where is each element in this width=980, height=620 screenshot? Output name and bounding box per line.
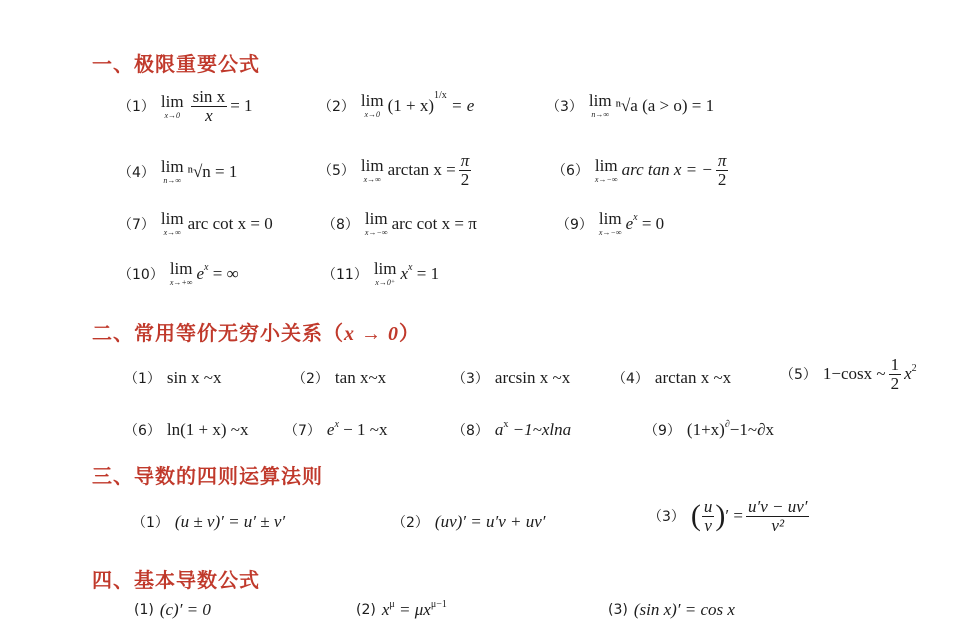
formula-index: （1） <box>124 371 161 387</box>
formula-index: （5） <box>318 163 355 180</box>
formula-expr: (uv)′ = u′v + uv′ <box>434 512 546 531</box>
exponent: 2 <box>911 362 917 374</box>
section-title-text: 极限重要公式 <box>134 52 260 76</box>
formula-index: （5） <box>780 367 817 384</box>
formula-limit-8 <box>322 210 477 237</box>
formula-index: (3) <box>608 602 628 618</box>
equiv-2 <box>292 368 386 388</box>
lim-subscript: x→∞ <box>363 174 381 184</box>
exponent: x <box>503 418 509 430</box>
numerator: π <box>717 151 727 170</box>
formula-index: (2) <box>356 602 376 618</box>
formula-index: （2） <box>292 371 329 387</box>
formula-limit-9 <box>556 210 664 237</box>
formula-limit-5 <box>318 152 474 189</box>
formula-expr: arc tan x = − <box>621 160 713 180</box>
basic-deriv-3 <box>608 600 735 620</box>
equiv-9 <box>644 420 774 440</box>
formula-index: （3） <box>648 509 685 526</box>
formula-expr: ⁿ√a (a > o) = 1 <box>615 95 715 115</box>
formula-index: (1) <box>134 602 154 618</box>
formula-tail: x <box>904 364 912 384</box>
formula-expr: 1−cosx ~ <box>822 364 886 384</box>
formula-limit-1 <box>118 88 253 125</box>
lim-operator: lim x→0 <box>360 91 384 119</box>
deriv-rule-1 <box>132 512 285 532</box>
formula-expr: x <box>400 263 409 283</box>
formula-expr: arcsin x ~x <box>494 368 571 387</box>
numerator: u <box>703 497 713 516</box>
formula-limit-11 <box>322 260 439 287</box>
numerator: sin x <box>192 87 226 106</box>
formula-expr: arc cot x = 0 <box>187 213 273 233</box>
formula-tail: − 1 ~x <box>343 420 388 439</box>
formula-index: （1） <box>132 515 169 531</box>
lim-operator: lim x→∞ <box>160 209 184 237</box>
section-number: 三、 <box>92 464 134 488</box>
formula-expr: ln(1 + x) ~x <box>166 420 249 439</box>
exponent: 1/x <box>434 90 447 101</box>
lim-operator: lim n→∞ <box>160 157 184 185</box>
formula-index: （9） <box>556 216 593 233</box>
formula-expr: (1+x) <box>686 420 725 439</box>
formula-expr: (c)′ = 0 <box>159 600 211 619</box>
lim-subscript: x→0 <box>164 110 181 120</box>
lim-operator: lim x→0 <box>160 91 184 120</box>
section-title-text: 导数的四则运算法则 <box>134 464 323 488</box>
deriv-rule-2 <box>392 512 545 532</box>
formula-index: （4） <box>612 371 649 387</box>
fraction <box>702 498 715 535</box>
denominator: 2 <box>460 169 470 189</box>
lim-operator: lim x→−∞ <box>364 209 388 237</box>
section-number: 一、 <box>92 52 134 76</box>
fraction <box>459 152 472 189</box>
formula-expr: x <box>381 600 390 619</box>
equiv-1 <box>124 368 221 388</box>
formula-expr: sin x ~x <box>166 368 222 387</box>
lim-subscript: x→0 <box>364 110 381 119</box>
formula-expr: e <box>196 263 205 283</box>
formula-expr: arctan x ~x <box>654 368 732 387</box>
formula-index: （6） <box>124 423 161 439</box>
formula-expr: a <box>494 420 504 439</box>
formula-expr: arc cot x = π <box>391 213 477 233</box>
formula-tail: = μx <box>399 600 431 619</box>
exponent: μ <box>389 598 395 610</box>
right-paren: ) <box>715 499 726 533</box>
formula-expr: e <box>625 213 634 233</box>
formula-index: （7） <box>118 216 155 233</box>
exponent: x <box>408 262 413 273</box>
formula-index: （11） <box>322 266 368 283</box>
denominator: 2 <box>717 169 727 189</box>
basic-deriv-1 <box>134 600 211 620</box>
fraction <box>889 356 902 393</box>
formula-index: （10） <box>118 266 164 283</box>
formula-expr: e <box>326 420 335 439</box>
exponent: x <box>633 212 638 223</box>
denominator: v² <box>771 515 785 535</box>
equiv-6 <box>124 420 249 440</box>
formula-limit-10 <box>118 260 239 287</box>
fraction <box>191 88 228 125</box>
formula-limit-4 <box>118 158 237 185</box>
lim-operator: lim x→−∞ <box>598 209 622 237</box>
deriv-rule-3 <box>648 498 812 535</box>
numerator: π <box>460 151 470 170</box>
lim-operator: lim n→∞ <box>588 91 612 119</box>
formula-index: （9） <box>644 423 681 439</box>
lim-subscript: x→0⁺ <box>375 278 396 287</box>
formula-expr: ⁿ√n = 1 <box>187 161 238 181</box>
exponent: x <box>334 418 339 430</box>
formula-expr: tan x~x <box>334 368 387 387</box>
equiv-5 <box>780 356 917 393</box>
formula-expr: (u ± v)′ = u′ ± v′ <box>174 512 286 531</box>
lim-subscript: x→∞ <box>163 228 181 237</box>
formula-tail: = e <box>451 95 475 115</box>
fraction <box>716 152 729 189</box>
section-title-equivalents <box>92 317 420 346</box>
basic-deriv-2 <box>356 600 447 620</box>
formula-limit-3 <box>546 92 714 119</box>
lim-subscript: x→−∞ <box>594 174 618 184</box>
section-number: 四、 <box>92 568 134 592</box>
equiv-3 <box>452 368 570 388</box>
formula-tail: −1~xlna <box>512 420 572 439</box>
lim-subscript: x→+∞ <box>169 278 193 287</box>
formula-index: （8） <box>452 423 489 439</box>
formula-expr: (1 + x) <box>387 95 435 115</box>
numerator: 1 <box>890 355 900 374</box>
section-title-limits <box>92 48 260 77</box>
formula-index: （3） <box>452 371 489 387</box>
formula-tail: = 1 <box>416 263 440 283</box>
lim-operator: lim x→∞ <box>360 155 384 184</box>
lim-operator: lim x→−∞ <box>594 155 618 184</box>
fraction <box>746 498 810 535</box>
lim-operator: lim x→+∞ <box>169 259 193 287</box>
section-number: 二、 <box>92 321 134 345</box>
formula-index: （3） <box>546 98 583 115</box>
formula-limit-7 <box>118 210 273 237</box>
equiv-7 <box>284 420 387 440</box>
lim-subscript: x→−∞ <box>598 228 622 237</box>
formula-index: （7） <box>284 423 321 439</box>
section-title-derivative-rules <box>92 460 323 489</box>
formula-index: （4） <box>118 164 155 181</box>
formula-tail: = 1 <box>230 96 253 116</box>
exponent: x <box>204 262 209 273</box>
formula-index: （6） <box>552 163 589 180</box>
formula-expr: (sin x)′ = cos x <box>633 600 735 619</box>
formula-mid: ′ = <box>725 506 743 526</box>
formula-index: （2） <box>318 98 355 115</box>
formula-limit-2 <box>318 92 474 119</box>
formula-tail: = ∞ <box>212 263 239 283</box>
formula-index: （2） <box>392 515 429 531</box>
lim-subscript: x→−∞ <box>364 228 388 237</box>
section-title-basic-derivatives <box>92 564 260 593</box>
formula-expr: arctan x = <box>387 160 456 180</box>
formula-limit-6 <box>552 152 731 189</box>
left-paren: ( <box>690 499 701 533</box>
denominator: 2 <box>890 373 900 393</box>
lim-subscript: n→∞ <box>163 176 182 185</box>
numerator: u′v − uv′ <box>747 497 808 516</box>
section-title-math: x → 0 <box>344 323 399 345</box>
formula-index: （1） <box>118 99 155 116</box>
denominator: x <box>205 105 213 125</box>
denominator: v <box>704 515 712 535</box>
lim-operator: lim x→0⁺ <box>373 259 397 287</box>
equiv-4 <box>612 368 731 388</box>
section-title-close: ） <box>399 321 420 345</box>
lim-subscript: n→∞ <box>591 110 610 119</box>
exponent: ∂ <box>724 418 730 430</box>
section-title-text: 基本导数公式 <box>134 568 260 592</box>
section-title-text: 常用等价无穷小关系（ <box>134 321 344 345</box>
equiv-8 <box>452 420 571 440</box>
exponent: μ−1 <box>430 598 447 610</box>
formula-tail: −1~∂x <box>729 420 774 439</box>
formula-tail: = 0 <box>641 213 665 233</box>
formula-index: （8） <box>322 216 359 233</box>
